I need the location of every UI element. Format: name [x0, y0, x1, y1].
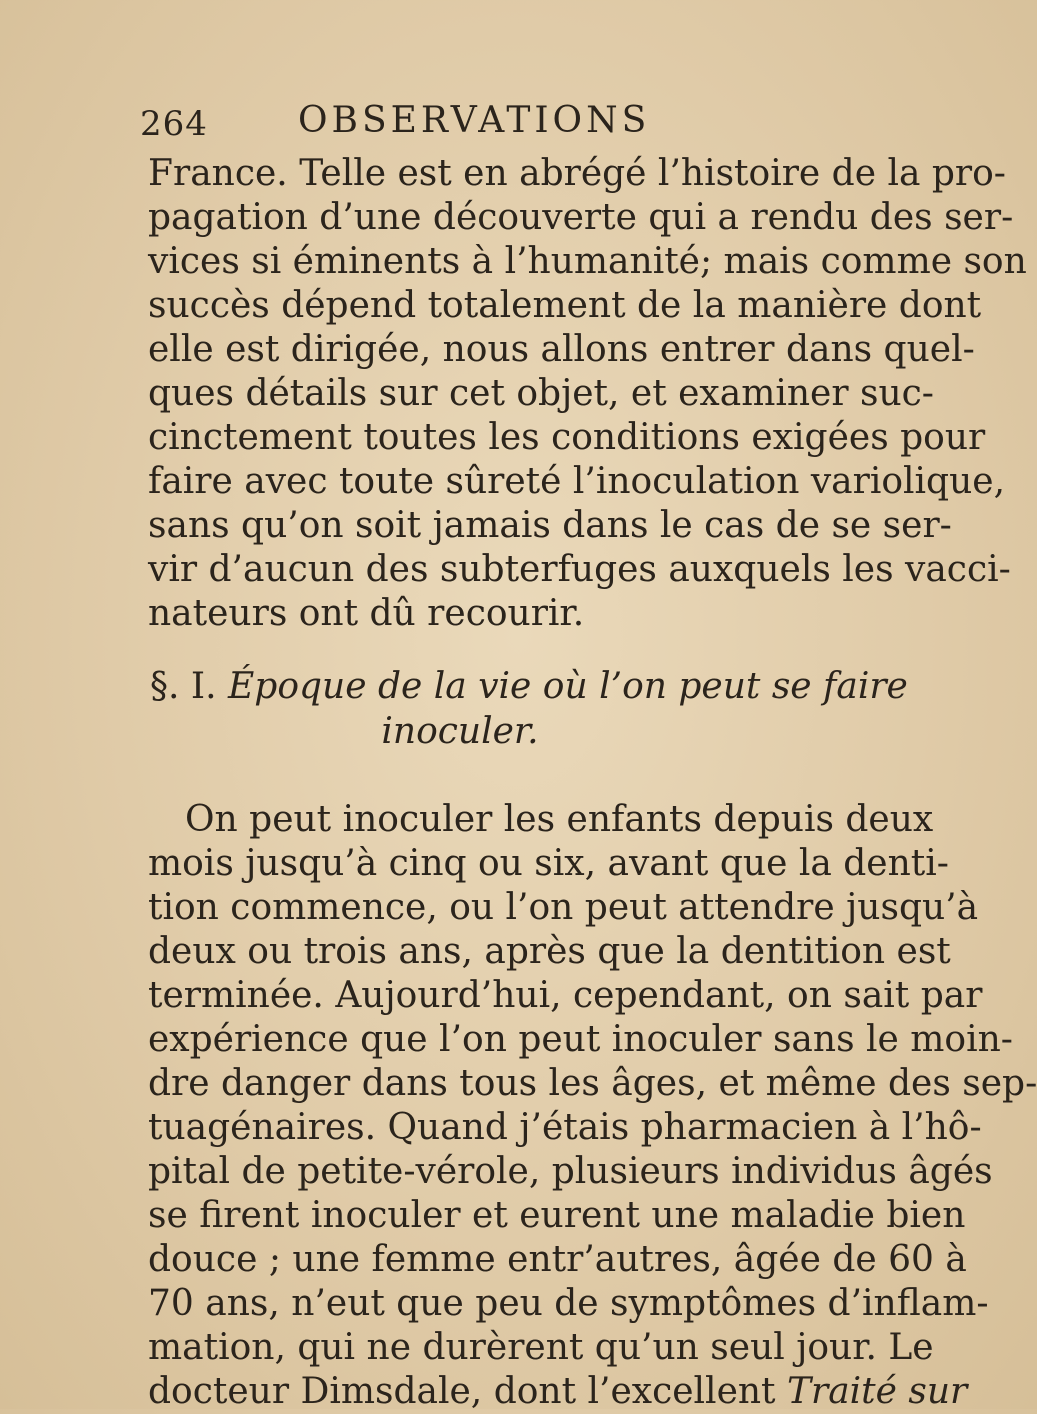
text-run: docteur Dimsdale, dont l’excellent: [148, 1371, 776, 1412]
text-line: On peut inoculer les enfants depuis deux: [185, 799, 934, 840]
text-line: mation, qui ne durèrent qu’un seul jour. Le: [148, 1327, 934, 1368]
page-header: [140, 100, 760, 150]
text-line: ques détails sur cet objet, et examiner suc-: [148, 373, 934, 414]
text-line: deux ou trois ans, après que la dentition est: [148, 931, 951, 972]
italic-text-run: Traité sur: [786, 1371, 968, 1412]
text-line: France. Telle est en abrégé l’histoire de la pro-: [148, 153, 1006, 194]
text-line: terminée. Aujourd’hui, cependant, on sait par: [148, 975, 983, 1016]
page-number: 264: [140, 104, 208, 144]
text-line: dre danger dans tous les âges, et même des sep-: [148, 1063, 1037, 1104]
text-line: tion commence, ou l’on peut attendre jusqu’à: [148, 887, 979, 928]
text-line: nateurs ont dû recourir.: [148, 593, 585, 634]
text-line: [148, 1370, 968, 1412]
text-line: faire avec toute sûreté l’inoculation variolique,: [148, 461, 1006, 502]
text-line: elle est dirigée, nous allons entrer dans quel-: [148, 329, 975, 370]
section-title-continued: inoculer.: [381, 711, 539, 752]
text-line: cinctement toutes les conditions exigées pour: [148, 417, 986, 458]
text-line: pital de petite-vérole, plusieurs individus âgés: [148, 1151, 993, 1192]
section-marker: §. I.: [150, 666, 217, 707]
running-title: OBSERVATIONS: [298, 100, 651, 141]
text-line: vir d’aucun des subterfuges auxquels les vacci-: [148, 549, 1011, 590]
text-line: se firent inoculer et eurent une maladie bien: [148, 1195, 966, 1236]
text-line: sans qu’on soit jamais dans le cas de se ser-: [148, 505, 952, 546]
text-line: mois jusqu’à cinq ou six, avant que la denti-: [148, 843, 949, 884]
text-line: douce ; une femme entr’autres, âgée de 60 à: [148, 1239, 967, 1280]
text-line: succès dépend totalement de la manière dont: [148, 285, 982, 326]
text-line: pagation d’une découverte qui a rendu des ser-: [148, 197, 1014, 238]
section-title: Époque de la vie où l’on peut se faire: [228, 666, 908, 707]
text-line: vices si éminents à l’humanité; mais comme son: [148, 241, 1027, 282]
text-line: tuagénaires. Quand j’étais pharmacien à l’hô-: [148, 1107, 982, 1148]
text-line: expérience que l’on peut inoculer sans le moin-: [148, 1019, 1013, 1060]
section-heading: [150, 665, 908, 709]
text-line: 70 ans, n’eut que peu de symptômes d’inflam-: [148, 1283, 989, 1324]
